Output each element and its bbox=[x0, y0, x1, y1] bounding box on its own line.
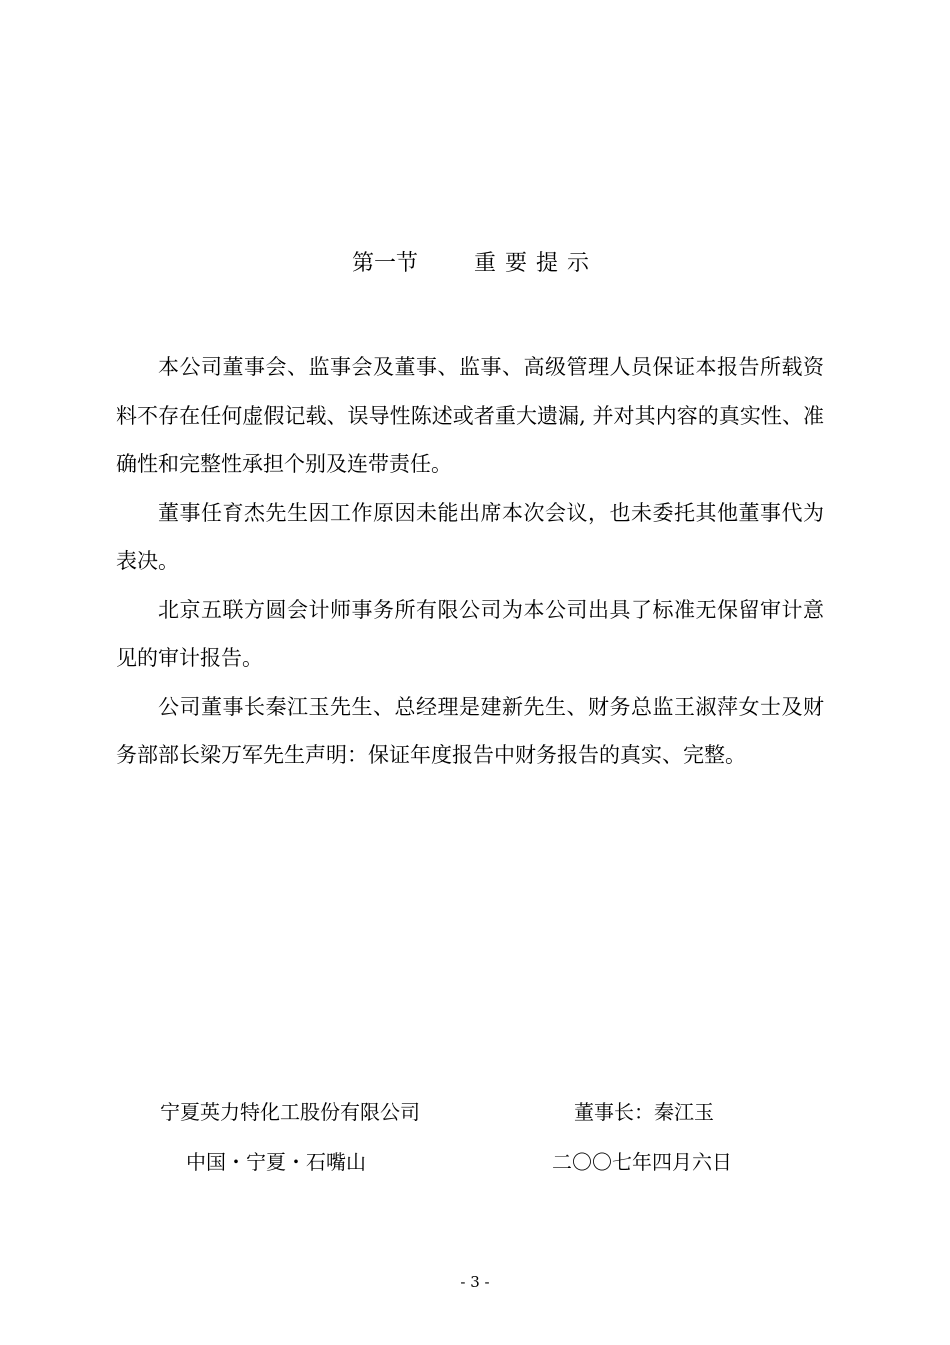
section-heading bbox=[0, 248, 950, 280]
paragraph-audit-opinion: 北京五联方圆会计师事务所有限公司为本公司出具了标准无保留审计意见的审计报告。 bbox=[116, 597, 824, 670]
signature-date: 二〇〇七年四月六日 bbox=[552, 1150, 732, 1174]
signature-chairman: 董事长：秦江玉 bbox=[574, 1100, 714, 1124]
paragraph-director-absence: 董事任育杰先生因工作原因未能出席本次会议，也未委托其他董事代为表决。 bbox=[116, 500, 824, 573]
signature-location: 中国・宁夏・石嘴山 bbox=[186, 1150, 366, 1174]
paragraph-responsibility-statement: 本公司董事会、监事会及董事、监事、高级管理人员保证本报告所载资料不存在任何虚假记载、误导性陈述或者重大遗漏, 并对其内容的真实性、准确性和完整性承担个别及连带责任。 bbox=[116, 355, 824, 476]
page-number: - 3 - bbox=[460, 1273, 490, 1291]
signature-company: 宁夏英力特化工股份有限公司 bbox=[160, 1100, 420, 1124]
section-number: 第一节 bbox=[351, 251, 418, 276]
section-title: 重要提示 bbox=[474, 251, 599, 276]
body-text bbox=[116, 343, 824, 780]
paragraph-financial-declaration: 公司董事长秦江玉先生、总经理是建新先生、财务总监王淑萍女士及财务部部长梁万军先生声明：保证年度报告中财务报告的真实、完整。 bbox=[116, 694, 824, 767]
